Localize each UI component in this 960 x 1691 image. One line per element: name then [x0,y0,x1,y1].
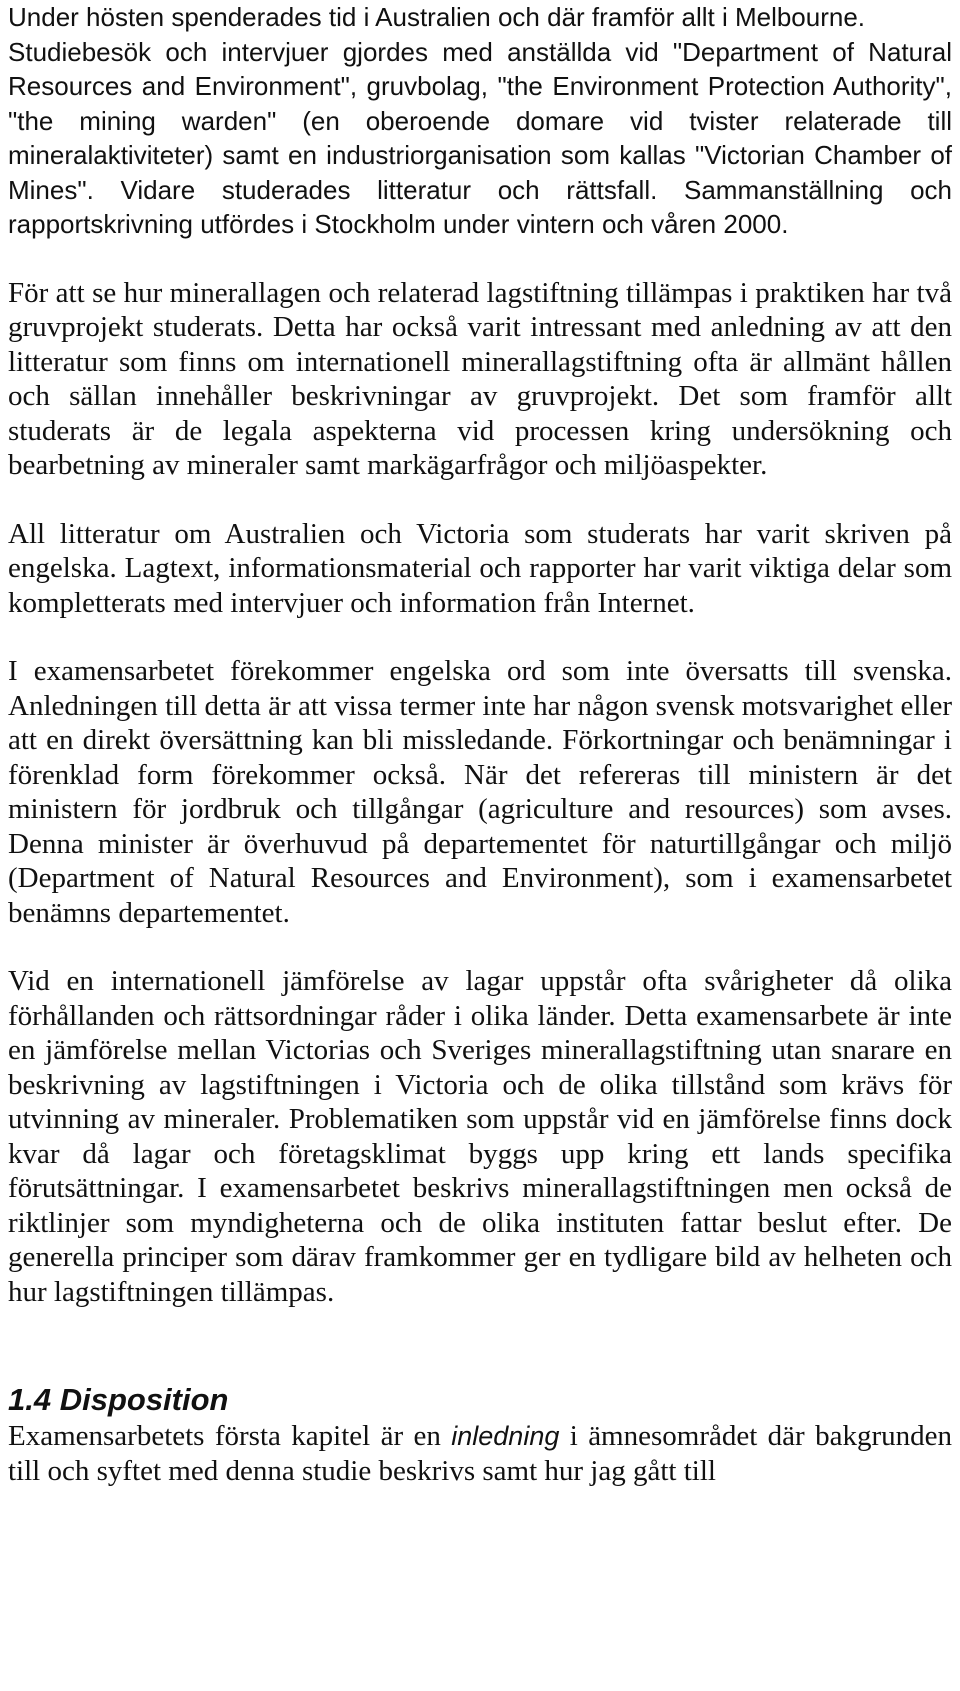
paragraph-gap [8,930,952,964]
disposition-text-before: Examensarbetets första kapitel är en [8,1420,452,1452]
disposition-text-after: i ämnesområdet där bakgrunden till och syftet med denna studie beskrivs samt hur jag gått till [8,1420,952,1487]
section-heading: 1.4 Disposition [8,1382,229,1417]
paragraph-gap [8,620,952,654]
paragraph-comparison: Vid en internationell jämförelse av lagar uppstår ofta svårigheter då olika förhållanden och rättsordningar råder i olika länder. Detta examensarbete är inte en jämförelse mellan Victorias och Sveriges minerallagstiftning utan snarare en beskrivning av lagstiftningen i Victoria och de olika tillstånd som krävs för utvinning av mineraler. Problematiken som uppstår vid en jämförelse finns dock kvar då lagar och företagsklimat byggs upp kring ett lands specifika förutsättningar. I examensarbetet beskrivs minerallagstiftningen men också de riktlinjer som myndigheterna och de olika instituten fattar beslut efter. De generella principer som därav framkommer ger en tydligare bild av helheten och hur lagstiftningen tillämpas. [8,965,952,1308]
paragraph-intro-line: Under hösten spenderades tid i Australien och där framför allt i Melbourne. [8,2,866,32]
paragraph-gap [8,242,952,276]
paragraph-study-visits: Studiebesök och intervjuer gjordes med anställda vid "Department of Natural Resources and Environment", gruvbolag, "the Environment Protection Authority", "the mining warden" (en oberoende domare vid tvister relaterade till mineralaktiviteter) samt en industriorganisation som kallas "Victorian Chamber of Mines". Vidare studerades litteratur och rättsfall. Sammanställning och rapportskrivning utfördes i Stockholm under vintern och våren 2000. [8,36,952,239]
disposition-italic-term: inledning [451,1421,560,1451]
document-page [8,0,952,1488]
section-gap [8,1309,952,1381]
paragraph-gap [8,483,952,517]
paragraph-mining-projects: För att se hur minerallagen och relaterad lagstiftning tillämpas i praktiken har två gruvprojekt studerats. Detta har också varit intressant med anledning av att den litteratur som finns om internationell minerallagstiftning ofta är allmänt hållen och sällan innehåller beskrivningar av gruvprojekt. Det som framför allt studerats är de legala aspekterna vid processen kring undersökning och bearbetning av mineraler samt markägarfrågor och miljöaspekter. [8,276,952,481]
paragraph-disposition [8,1419,952,1488]
paragraph-terminology: I examensarbetet förekommer engelska ord som inte översatts till svenska. Anledningen till detta är att vissa termer inte har någon svensk motsvarighet eller att en direkt översättning kan bli missledande. Förkortningar och benämningar i förenklad form förekommer också. När det refereras till ministern är det ministern för jordbruk och tillgångar (agriculture and resources) som avses. Denna minister är överhuvud på departementet för naturtillgångar och miljö (Department of Natural Resources and Environment), som i examensarbetet benämns departementet. [8,655,952,929]
paragraph-literature: All litteratur om Australien och Victoria som studerats har varit skriven på engelska. Lagtext, informationsmaterial och rapporter har varit viktiga delar som kompletterats med intervjuer och information från Internet. [8,517,952,619]
